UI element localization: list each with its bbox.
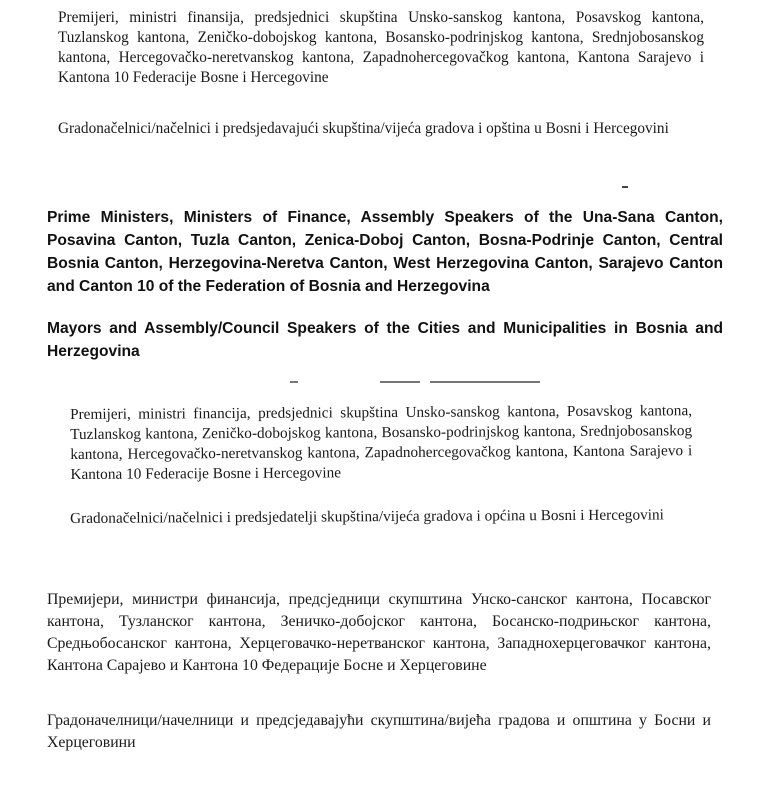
bosnian-addressees-cities: Gradonačelnici/načelnici i predsjedavajući skupština/vijeća gradova i opština u Bosni i Hercegovini	[58, 120, 669, 137]
english-addressees-cantons: Prime Ministers, Ministers of Finance, Assembly Speakers of the Una-Sana Canton, Posavina Canton, Tuzla Canton, Zenica-Doboj Canton, Bosna-Podrinje Canton, Central Bosnia Canton, Herzegovina-Neretva Canton, West Herzegovina Canton, Sarajevo Canton and Canton 10 of the Federation of Bosnia and Herzegovina	[47, 209, 723, 295]
english-block	[47, 206, 723, 298]
croatian-block	[70, 401, 692, 485]
bosnian-block	[58, 8, 704, 88]
bosnian-addressees-cantons: Premijeri, ministri finansija, predsjednici skupština Unsko-sanskog kantona, Posavskog kantona, Tuzlanskog kantona, Zeničko-dobojskog kantona, Bosansko-podrinjskog kantona, Srednjobosanskog kantona, Hercegovačko-neretvanskog kantona, Zapadnohercegovačkog kantona, Kantona Sarajevo i Kantona 10 Federacije Bosne i Hercegovine	[58, 9, 704, 86]
croatian-addressees-cantons: Premijeri, ministri financija, predsjednici skupština Unsko-sanskog kantona, Posavskog kantona, Tuzlanskog kantona, Zeničko-dobojskog kantona, Bosansko-podrinjskog kantona, Srednjobosanskog kantona, Hercegovačko-neretvanskog kantona, Zapadnohercegovačkog kantona, Kantona Sarajevo i Kantona 10 Federacije Bosne i Hercegovine	[70, 402, 693, 483]
bosnian-block-2	[58, 119, 704, 139]
serbian-block-2	[47, 710, 711, 754]
serbian-addressees-cantons: Премијери, министри финансија, предсједници скупштина Унско-санског кантона, Посавског кантона, Тузланског кантона, Зеничко-добојског кантона, Босанско-подрињског кантона, Средњобосанског кантона, Херцеговачко-неретванског кантона, Западнохерцеговачког кантона, Кантона Сарајево и Кантона 10 Федерације Босне и Херцеговине	[47, 591, 711, 674]
cropped-text-artifact	[290, 376, 550, 384]
croatian-addressees-cities: Gradonačelnici/načelnici i predsjedatelji skupština/vijeća gradova i općina u Bosni i Hercegovini	[70, 506, 664, 527]
serbian-addressees-cities: Градоначелници/начелници и предсједавајући скупштина/вијећа градова и општина у Босни и Херцеговини	[47, 712, 711, 751]
croatian-block-2	[70, 505, 692, 529]
scan-mark	[622, 186, 628, 188]
english-addressees-cities: Mayors and Assembly/Council Speakers of the Cities and Municipalities in Bosnia and Herzegovina	[47, 320, 723, 360]
english-block-2	[47, 317, 723, 363]
serbian-block	[47, 589, 711, 677]
